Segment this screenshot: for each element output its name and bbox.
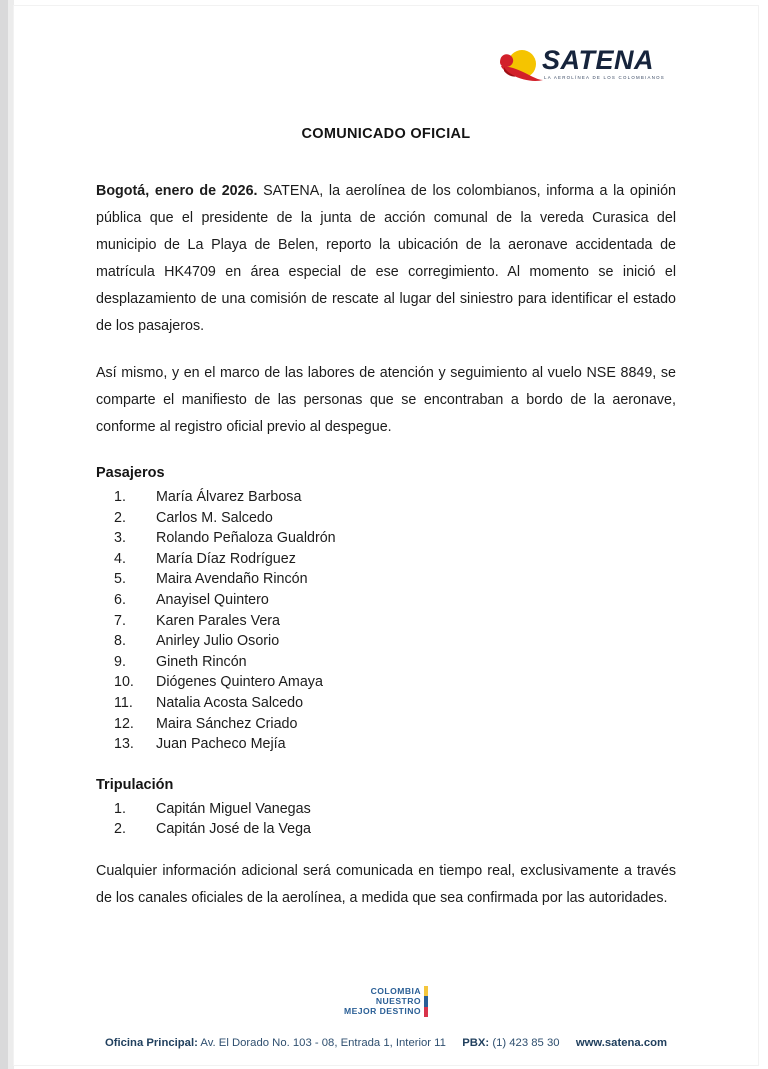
country-brand-line-1: COLOMBIA (370, 986, 421, 996)
paragraph-three: Cualquier información adicional será comunicada en tiempo real, exclusivamente a través de los canales oficiales de la aerolínea, a medida que sea confirmada por las autoridades. (96, 862, 676, 906)
list-item: Diógenes Quintero Amaya (156, 674, 323, 691)
list-item: Anirley Julio Osorio (156, 633, 280, 650)
list-item: Juan Pacheco Mejía (156, 736, 286, 753)
passenger-list (96, 487, 676, 755)
list-item: Rolando Peñaloza Gualdrón (156, 530, 336, 547)
list-item: María Díaz Rodríguez (156, 550, 296, 567)
list-item: Natalia Acosta Salcedo (156, 694, 304, 711)
crew-list (96, 799, 676, 840)
pbx-label: PBX: (462, 1037, 490, 1049)
website-link[interactable]: www.satena.com (575, 1037, 668, 1049)
paragraph-two: Así mismo, y en el marco de las labores de atención y seguimiento al vuelo NSE 8849, se comparte el manifiesto de las personas que se encontraban a bordo de la aeronave, conforme al registro oficial previo al despegue. (96, 365, 676, 435)
list-item: Capitán Miguel Vanegas (156, 800, 311, 817)
document-page (14, 6, 758, 1065)
paragraph-one-text: SATENA, la aerolínea de los colombianos, informa a la opinión pública que el presidente de la junta de acción comunal de la vereda Curasica del municipio de La Playa de Belen, reporto la ubicación de la aeronave accidentada de matrícula HK4709 en área especial de ese corregimiento. Al momento se inició el desplazamiento de una comisión de rescate al lugar del siniestro para identificar el estado de los pasajeros. (96, 183, 676, 334)
colombia-country-brand-text (344, 986, 421, 1017)
crew-heading: Tripulación (96, 776, 174, 793)
satena-wordmark-text: SATENA (542, 45, 655, 75)
satena-sun-swoosh-icon (498, 48, 544, 86)
list-item: Karen Parales Vera (156, 612, 280, 629)
footer-contact-line (14, 1037, 758, 1049)
passengers-heading: Pasajeros (96, 465, 165, 481)
colombia-country-brand (14, 986, 758, 1017)
document-body (96, 178, 676, 932)
dateline: Bogotá, enero de 2026. (96, 183, 258, 199)
list-item: Capitán José de la Vega (156, 821, 311, 838)
page-title: COMUNICADO OFICIAL (301, 126, 471, 142)
office-address: Av. El Dorado No. 103 - 08, Entrada 1, Interior 11 (200, 1037, 446, 1049)
list-item: Maira Avendaño Rincón (156, 571, 308, 588)
satena-tagline: LA AEROLÍNEA DE LOS COLOMBIANOS (544, 75, 665, 80)
list-item: Gineth Rincón (156, 653, 247, 670)
list-item: Carlos M. Salcedo (156, 509, 273, 526)
office-label: Oficina Principal: (104, 1037, 198, 1049)
country-brand-line-2: NUESTRO (375, 996, 421, 1007)
list-item: María Álvarez Barbosa (156, 489, 302, 505)
satena-logo (498, 44, 666, 94)
paragraph-one (96, 178, 676, 340)
country-brand-line-3: MEJOR DESTINO (344, 1006, 421, 1017)
list-item: Maira Sánchez Criado (156, 715, 298, 732)
colombia-flag-bars-icon (424, 986, 428, 1017)
list-item: Anayisel Quintero (156, 591, 269, 608)
satena-wordmark (542, 46, 666, 81)
pbx-number: (1) 423 85 30 (492, 1037, 560, 1049)
